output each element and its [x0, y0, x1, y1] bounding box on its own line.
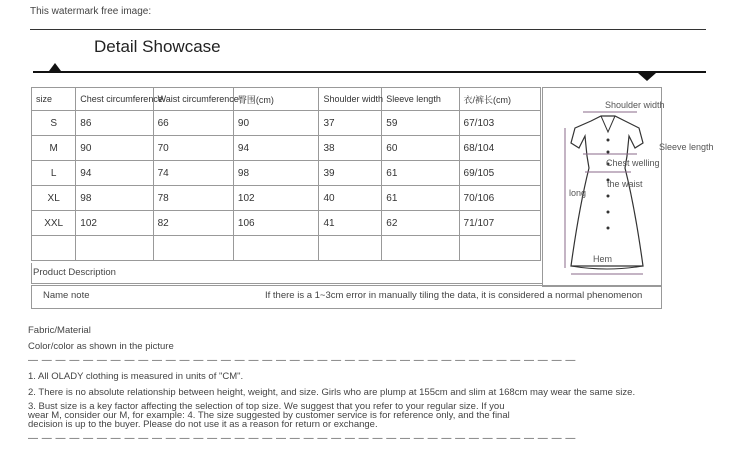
triangle-down-icon: [638, 73, 656, 81]
fabric-label: Fabric/Material: [28, 325, 91, 336]
table-header-row: [32, 88, 541, 111]
table-cell: 94: [76, 161, 153, 186]
table-row: [32, 186, 541, 211]
column-header: 衣/裤长(cm): [459, 88, 540, 111]
table-cell: 94: [233, 136, 319, 161]
table-cell: 90: [233, 111, 319, 136]
table-cell: 78: [153, 186, 233, 211]
table-cell: 82: [153, 211, 233, 236]
table-row: [32, 136, 541, 161]
table-cell: L: [32, 161, 76, 186]
table-row: [32, 161, 541, 186]
table-cell: 71/107: [459, 211, 540, 236]
table-cell: 86: [76, 111, 153, 136]
table-row: [32, 211, 541, 236]
length-label: long: [569, 188, 587, 198]
table-cell: 61: [382, 186, 459, 211]
table-cell: 74: [153, 161, 233, 186]
sleeve-length-label: Sleeve length: [659, 142, 714, 152]
column-header: Waist circumference: [153, 88, 233, 111]
table-cell: 37: [319, 111, 382, 136]
table-cell: 40: [319, 186, 382, 211]
color-text: Color/color as shown in the picture: [28, 341, 174, 352]
title-divider: [33, 71, 706, 73]
column-header: 臀围(cm): [233, 88, 319, 111]
table-cell: 66: [153, 111, 233, 136]
note-1: 1. All OLADY clothing is measured in units of "CM".: [28, 371, 244, 382]
table-cell: M: [32, 136, 76, 161]
table-cell: 41: [319, 211, 382, 236]
table-cell: 39: [319, 161, 382, 186]
waist-label: the waist: [607, 179, 643, 189]
column-header: Sleeve length: [382, 88, 459, 111]
name-label: Name: [43, 290, 69, 301]
table-cell: 59: [382, 111, 459, 136]
watermark-note: This watermark free image:: [30, 6, 152, 17]
shoulder-width-label: Shoulder width: [605, 100, 665, 110]
error-note: If there is a 1~3cm error in manually tiling the data, it is considered a normal phenomenon: [265, 290, 643, 301]
table-cell: 106: [233, 211, 319, 236]
table-cell: 62: [382, 211, 459, 236]
hem-label: Hem: [593, 254, 613, 264]
note-label: note: [71, 290, 90, 301]
page-title: Detail Showcase: [94, 37, 221, 56]
table-cell: 70: [153, 136, 233, 161]
chest-width-label: Chest welling: [606, 158, 660, 168]
table-cell: 70/106: [459, 186, 540, 211]
table-cell: 90: [76, 136, 153, 161]
product-description-label: Product Description: [33, 267, 116, 278]
column-header: Chest circumference: [76, 88, 153, 111]
size-table: [31, 87, 541, 261]
dashed-divider: — — — — — — — — — — — — — — — — — — — — — — — — — — — — — — — — — — — — — — — —: [28, 355, 576, 366]
table-cell: 61: [382, 161, 459, 186]
table-cell: S: [32, 111, 76, 136]
table-cell: 102: [233, 186, 319, 211]
note-3: 3. Bust size is a key factor affecting the selection of top size. We suggest that you refer to your regular size. If you wear M, consider our M, for example: 4. The size suggested by customer service is for reference only, and the final decision is up to the buyer. Please do not use it as a reason for return or exchange.: [28, 401, 510, 430]
table-cell: 102: [76, 211, 153, 236]
table-cell: 98: [233, 161, 319, 186]
table-cell: 60: [382, 136, 459, 161]
table-cell: XXL: [32, 211, 76, 236]
table-cell: 69/105: [459, 161, 540, 186]
table-cell: 98: [76, 186, 153, 211]
column-header: size: [32, 88, 76, 111]
column-header: Shoulder width: [319, 88, 382, 111]
table-row-empty: [32, 236, 541, 261]
table-cell: 38: [319, 136, 382, 161]
top-divider: [30, 29, 706, 30]
note-2: 2. There is no absolute relationship between height, weight, and size. Girls who are plump at 155cm and slim at 168cm may wear the same size.: [28, 387, 636, 398]
triangle-up-icon: [49, 63, 61, 71]
table-cell: 68/104: [459, 136, 540, 161]
table-cell: 67/103: [459, 111, 540, 136]
table-row: [32, 111, 541, 136]
table-cell: XL: [32, 186, 76, 211]
dashed-divider-bottom: — — — — — — — — — — — — — — — — — — — — — — — — — — — — — — — — — — — — — — — —: [28, 433, 576, 444]
garment-diagram: [542, 87, 714, 287]
